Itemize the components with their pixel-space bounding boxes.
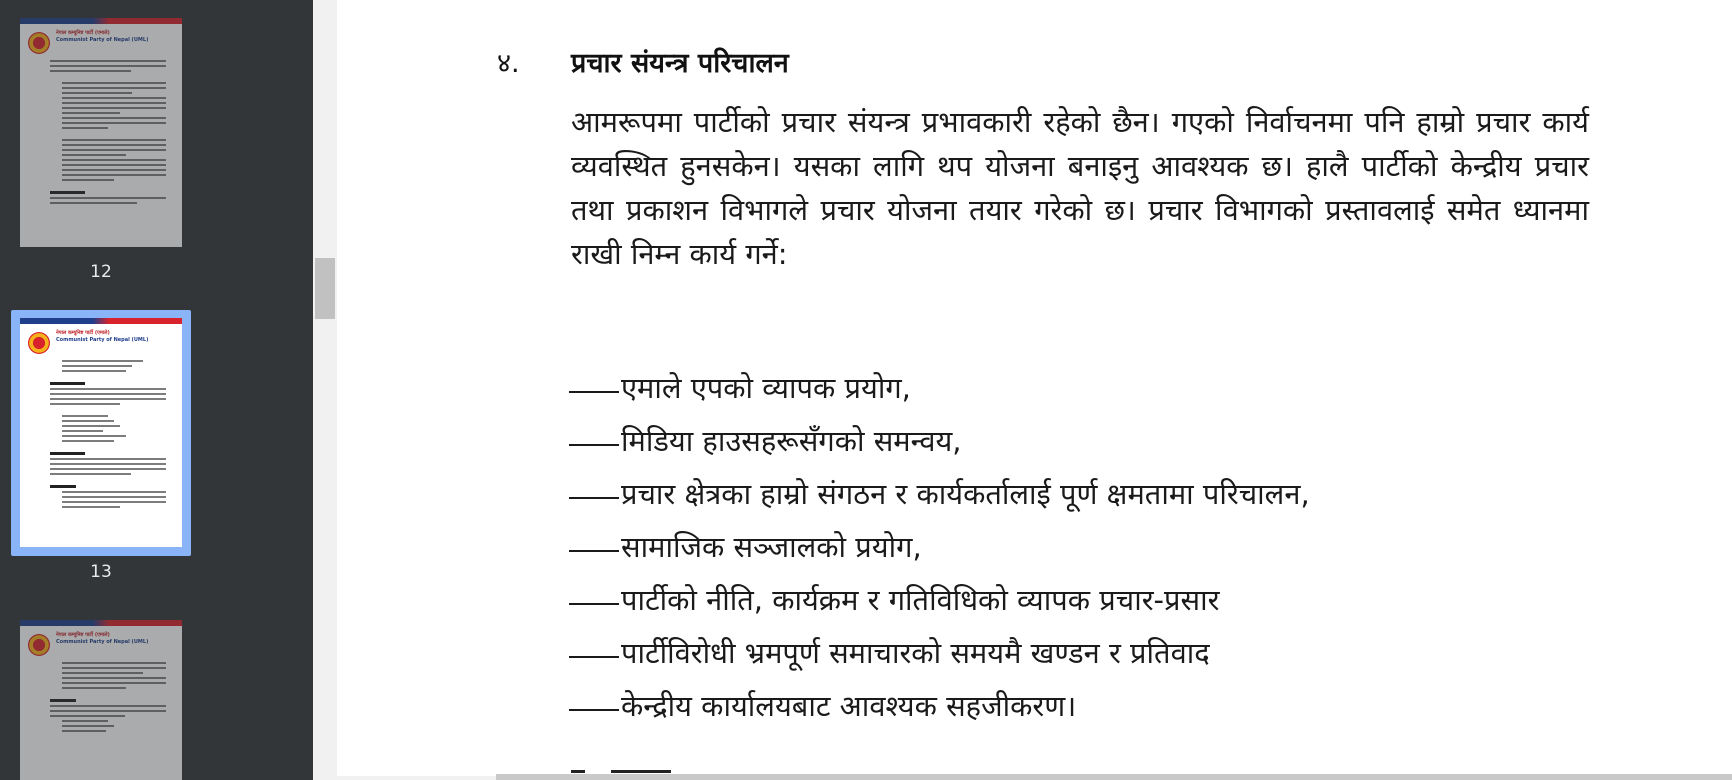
party-logo-icon — [28, 332, 50, 354]
list-item-text: मिडिया हाउसहरूसँगको समन्वय, — [621, 424, 962, 458]
list-item — [569, 578, 1310, 631]
dash-bullet-icon — [569, 497, 619, 499]
document-page — [337, 0, 1732, 776]
page-thumbnail-13[interactable] — [20, 318, 182, 547]
list-item-text: प्रचार क्षेत्रका हाम्रो संगठन र कार्यकर्तालाई पूर्ण क्षमतामा परिचालन, — [621, 477, 1310, 511]
dash-bullet-icon — [569, 444, 619, 446]
page-thumbnail-14[interactable] — [20, 620, 182, 780]
section-number: ४. — [497, 48, 520, 79]
list-item-text: एमाले एपको व्यापक प्रयोग, — [621, 371, 911, 405]
vertical-scrollbar[interactable] — [313, 0, 337, 780]
header-band — [20, 18, 182, 24]
list-item-text: पार्टीको नीति, कार्यक्रम र गतिविधिको व्यापक प्रचार-प्रसार — [621, 583, 1220, 617]
party-logo-icon — [28, 32, 50, 54]
list-item — [569, 472, 1310, 525]
horizontal-scrollbar[interactable] — [496, 774, 1732, 780]
thumbnail-page-label: 13 — [90, 562, 112, 582]
dash-bullet-icon — [569, 550, 619, 552]
list-item-text: पार्टीविरोधी भ्रमपूर्ण समाचारको समयमै खण्डन र प्रतिवाद — [621, 636, 1210, 670]
list-item — [569, 631, 1310, 684]
party-logo-icon — [28, 634, 50, 656]
thumbnail-header-subtitle: Communist Party of Nepal (UML) — [56, 337, 149, 343]
list-item — [569, 366, 1310, 419]
thumbnail-text-lines — [50, 360, 166, 511]
scrollbar-thumb[interactable] — [315, 258, 335, 319]
thumbnail-sidebar — [0, 0, 313, 780]
dash-bullet-icon — [569, 656, 619, 658]
section-title: प्रचार संयन्त्र परिचालन — [571, 48, 789, 79]
thumbnail-text-lines — [50, 60, 166, 207]
dash-bullet-icon — [569, 603, 619, 605]
list-item — [569, 525, 1310, 578]
header-band — [20, 318, 182, 324]
thumbnail-header-subtitle: Communist Party of Nepal (UML) — [56, 639, 149, 645]
section-paragraph: आमरूपमा पार्टीको प्रचार संयन्त्र प्रभावकारी रहेको छैन। गएको निर्वाचनमा पनि हाम्रो प्रचार कार्य व्यवस्थित हुनसकेन। यसका लागि थप योजना बनाइनु आवश्यक छ। हालै पार्टीको केन्द्रीय प्रचार तथा प्रकाशन विभागले प्रचार योजना तयार गरेको छ। प्रचार विभागको प्रस्तावलाई समेत ध्यानमा राखी निम्न कार्य गर्ने: — [571, 105, 1589, 271]
dash-bullet-icon — [569, 391, 619, 393]
list-item-text: सामाजिक सञ्जालको प्रयोग, — [621, 530, 922, 564]
thumbnail-header-title: नेपाल कम्युनिष्ट पार्टी (एमाले) — [56, 632, 110, 638]
thumbnail-text-lines — [50, 662, 166, 735]
thumbnail-header-title: नेपाल कम्युनिष्ट पार्टी (एमाले) — [56, 30, 110, 36]
list-item-text: केन्द्रीय कार्यालयबाट आवश्यक सहजीकरण। — [621, 689, 1077, 723]
page-thumbnail-12[interactable] — [20, 18, 182, 247]
bullet-list — [569, 366, 1310, 737]
dash-bullet-icon — [569, 709, 619, 711]
list-item — [569, 684, 1310, 737]
thumbnail-header-title: नेपाल कम्युनिष्ट पार्टी (एमाले) — [56, 330, 110, 336]
header-band — [20, 620, 182, 626]
thumbnail-header-subtitle: Communist Party of Nepal (UML) — [56, 37, 149, 43]
thumbnail-page-label: 12 — [90, 262, 112, 282]
list-item — [569, 419, 1310, 472]
